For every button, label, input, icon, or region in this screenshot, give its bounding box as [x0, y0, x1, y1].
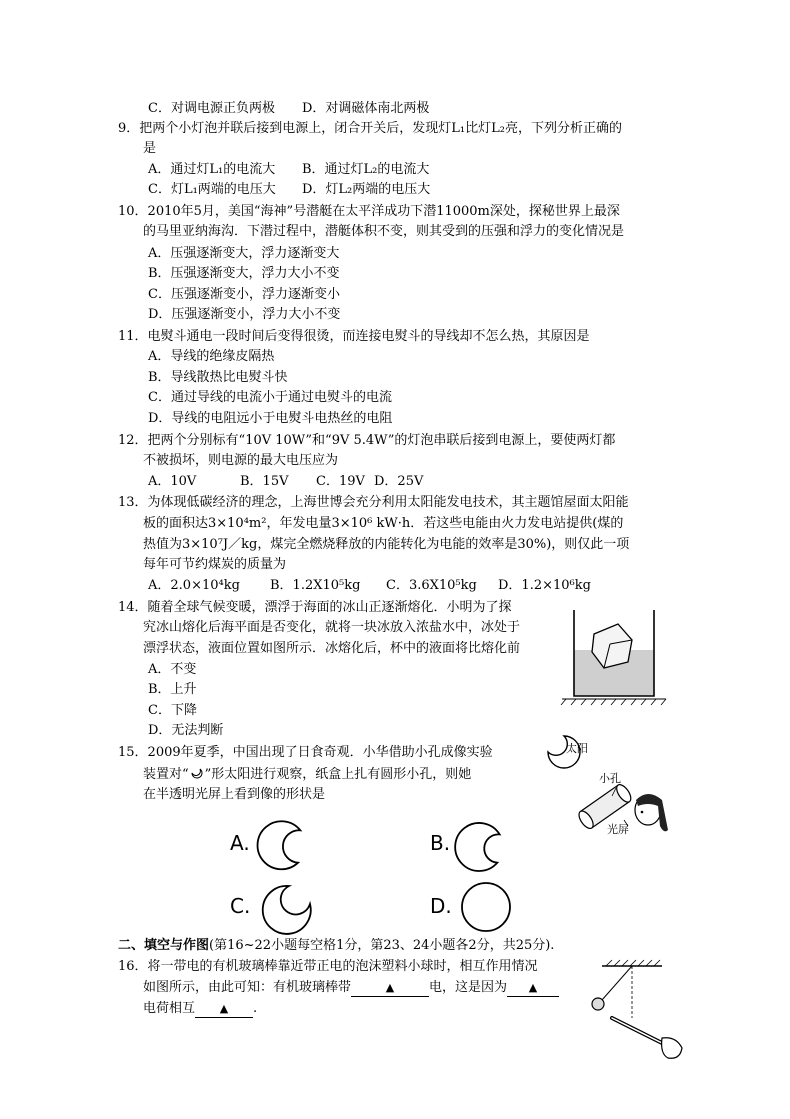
thread	[602, 966, 632, 1000]
q10-option-b: B．压强逐渐变大，浮力大小不变	[148, 266, 340, 281]
q15-option-b-label: B.	[430, 831, 451, 855]
q14-stem-line2: 究冰山熔化后海平面是否变化，就将一块冰放入浓盐水中，冰处于	[143, 620, 521, 635]
q13-stem-line3: 热值为3×10⁷J／kg，煤完全燃烧释放的内能转化为电能的效率是30%)，则仅此一项	[143, 537, 630, 552]
q11-option-b: B．导线散热比电熨斗快	[148, 370, 288, 385]
q12-option-b: B．15V	[240, 474, 289, 489]
q14-option-a: A．不变	[148, 662, 197, 677]
q16-stem-line3	[143, 1001, 257, 1018]
q9-stem-line1: 9．把两个小灯泡并联后接到电源上，闭合开关后，发现灯L₁比灯L₂亮，下列分析正确的	[118, 121, 622, 136]
q15-stem-part2: ”形太阳进行观察，纸盒上扎有圆形小孔，则她	[204, 767, 472, 782]
q13-stem-line4: 每年可节约煤炭的质量为	[143, 557, 287, 572]
q11-option-d: D．导线的电阻远小于电熨斗电热丝的电阻	[148, 411, 393, 426]
q16-blank-3[interactable]: ▲	[195, 1001, 253, 1018]
q13-stem-line1: 13．为体现低碳经济的理念，上海世博会充分利用太阳能发电技术，其主题馆屋面太阳能	[118, 495, 629, 510]
beaker-ice-figure	[560, 606, 670, 706]
q13-option-d: D．1.2×10⁶kg	[498, 578, 591, 593]
q14-stem-line3: 漂浮状态，液面位置如图所示．冰熔化后，杯中的液面将比熔化前	[143, 641, 521, 656]
q15-stem-line2	[143, 766, 471, 783]
q12-stem-line1: 12．把两个分别标有“10V 10W”和“9V 5.4W”的灯泡串联后接到电源上，要使两灯都	[118, 433, 616, 448]
screen-label: 光屏	[607, 823, 629, 836]
q16-stem-line1: 16．将一带电的有机玻璃棒靠近带正电的泡沫塑料小球时，相互作用情况	[118, 959, 538, 974]
q15-stem-line3: 在半透明光屏上看到像的形状是	[143, 787, 326, 802]
q9-option-c: C．灯L₁两端的电压大	[148, 182, 276, 197]
q9-option-b: B．通过灯L₂的电流大	[302, 162, 430, 177]
q15-option-c-label: C.	[230, 894, 251, 918]
q16-blank-1[interactable]: ▲	[351, 980, 429, 997]
q10-option-d: D．压强逐渐变小，浮力大小不变	[148, 307, 341, 322]
pinhole-label: 小孔	[599, 772, 621, 785]
q13-option-b: B．1.2X10⁵kg	[270, 578, 361, 593]
q11-option-c: C．通过导线的电流小于通过电熨斗的电流	[148, 390, 392, 405]
q10-option-a: A．压强逐渐变大，浮力逐渐变大	[148, 246, 340, 261]
q16-blank-2[interactable]: ▲	[507, 980, 559, 997]
hand	[662, 1038, 682, 1059]
foam-ball	[592, 998, 604, 1010]
q12-stem-line2: 不被损坏，则电源的最大电压应为	[143, 453, 339, 468]
q11-option-a: A．导线的绝缘皮隔热	[148, 349, 275, 364]
section2-title: 二、填空与作图	[118, 938, 210, 953]
q15-option-b-shape	[458, 818, 518, 872]
q15-option-c-shape	[258, 880, 318, 934]
q14-option-c: C．下降	[148, 703, 197, 718]
q9-stem-line2: 是	[143, 141, 157, 156]
q10-stem-line1: 10．2010年5月，美国“海神”号潜艇在太平洋成功下潜11000m深处，探秘世界上最深	[118, 204, 620, 219]
section2-heading	[118, 938, 554, 954]
q10-option-c: C．压强逐渐变小，浮力逐渐变小	[148, 287, 340, 302]
charged-ball-figure	[590, 958, 690, 1068]
q14-option-d: D．无法判断	[148, 723, 224, 738]
section2-note: (第16~22小题每空格1分，第23、24小题各2分，共25分).	[209, 938, 555, 953]
q15-option-d-shape	[458, 880, 518, 934]
q14-stem-line1: 14．随着全球气候变暖，漂浮于海面的冰山正逐渐熔化．小明为了探	[118, 600, 512, 615]
q15-stem-line1: 15．2009年夏季，中国出现了日食奇观．小华借助小孔成像实验	[118, 745, 493, 760]
q16-stem-part3: 电荷相互	[143, 1001, 196, 1016]
q13-option-c: C．3.6X10⁵kg	[386, 578, 477, 593]
table-hatching	[561, 699, 666, 705]
q14-option-b: B．上升	[148, 682, 197, 697]
q15-option-d-label: D.	[430, 894, 452, 918]
sun-label: 太阳	[566, 742, 588, 755]
q16-stem-line2	[143, 980, 559, 997]
q8-option-d: D．对调磁体南北两极	[302, 101, 430, 116]
q13-stem-line2: 板的面积达3×10⁴m²，年发电量3×10⁶ kW·h．若这些电能由火力发电站提供(煤的	[143, 516, 624, 531]
q15-option-a-label: A.	[230, 831, 250, 855]
q15-stem-part1: 装置对“	[143, 767, 189, 782]
q9-option-a: A．通过灯L₁的电流大	[148, 162, 276, 177]
q15-option-a-shape	[258, 818, 318, 872]
q9-option-d: D．灯L₂两端的电压大	[302, 182, 431, 197]
q10-stem-line2: 的马里亚纳海沟．下潜过程中，潜艇体积不变，则其受到的压强和浮力的变化情况是	[143, 224, 625, 239]
observer-head	[635, 794, 668, 831]
q13-option-a: A．2.0×10⁴kg	[148, 578, 240, 593]
q16-stem-end: .	[253, 1001, 258, 1016]
q16-stem-part2: 电，这是因为	[429, 980, 508, 995]
crescent-sun-icon	[189, 766, 205, 780]
q12-option-c: C．19V	[316, 474, 365, 489]
q16-stem-part1: 如图所示，由此可知：有机玻璃棒带	[143, 980, 352, 995]
q12-option-d: D．25V	[374, 474, 424, 489]
q12-option-a: A．10V	[148, 474, 197, 489]
q8-option-c: C．对调电源正负两极	[148, 101, 275, 116]
q11-stem: 11．电熨斗通电一段时间后变得很烫，而连接电熨斗的导线却不怎么热，其原因是	[118, 329, 590, 344]
ceiling-hatching	[606, 960, 660, 966]
